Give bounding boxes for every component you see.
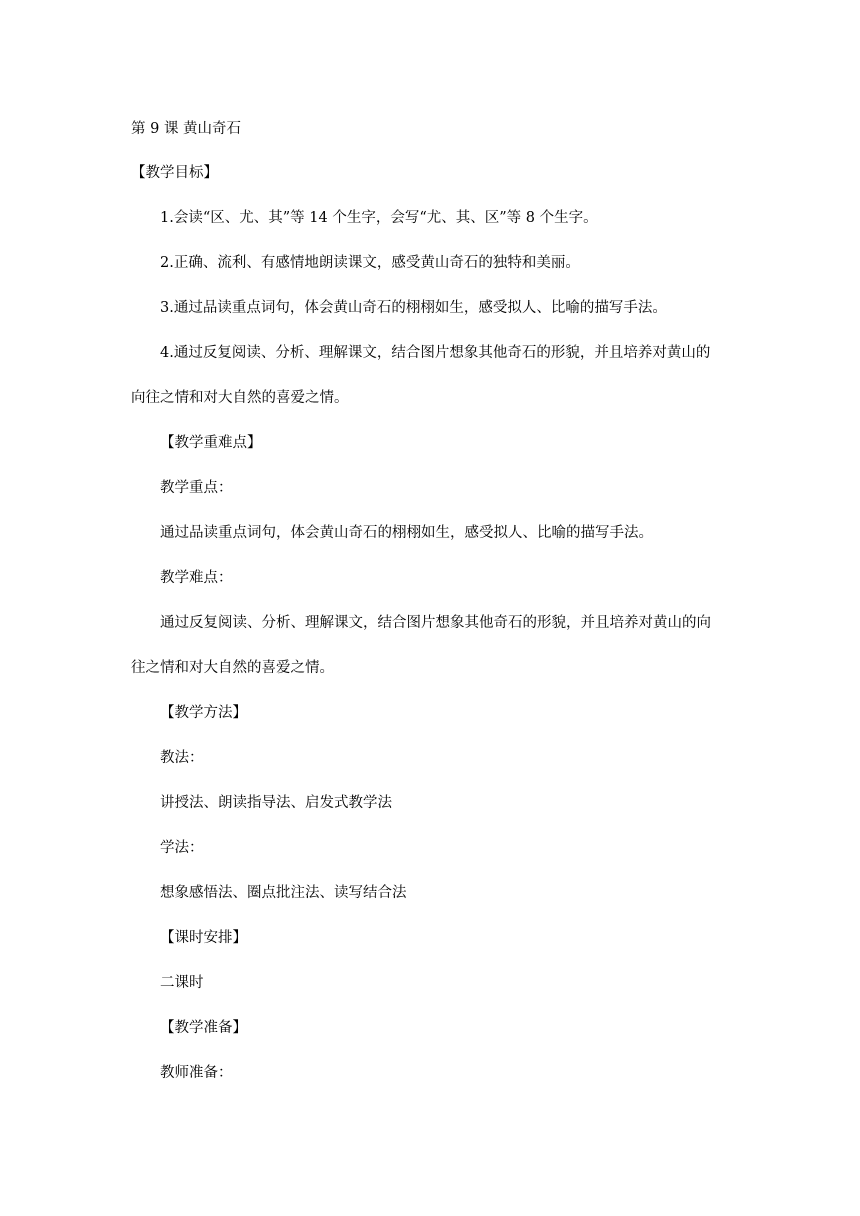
objective-item: 2.正确、流利、有感情地朗读课文，感受黄山奇石的独特和美丽。 — [160, 255, 580, 271]
schedule-heading: 【课时安排】 — [160, 930, 247, 946]
teach-text: 讲授法、朗读指导法、启发式教学法 — [160, 795, 392, 811]
methods-heading: 【教学方法】 — [160, 705, 247, 721]
difficult-label: 教学难点： — [160, 570, 233, 586]
learn-text: 想象感悟法、圈点批注法、读写结合法 — [160, 885, 407, 901]
schedule-text: 二课时 — [160, 975, 204, 991]
lesson-title: 第 9 课 黄山奇石 — [131, 121, 242, 137]
key-points-heading: 【教学重难点】 — [160, 435, 262, 451]
objectives-heading: 【教学目标】 — [131, 165, 218, 181]
teach-label: 教法： — [160, 750, 204, 766]
prep-heading: 【教学准备】 — [160, 1020, 247, 1036]
difficult-text-continuation: 往之情和对大自然的喜爱之情。 — [131, 660, 334, 676]
objective-item: 3.通过品读重点词句，体会黄山奇石的栩栩如生，感受拟人、比喻的描写手法。 — [160, 300, 667, 316]
difficult-text: 通过反复阅读、分析、理解课文，结合图片想象其他奇石的形貌，并且培养对黄山的向 — [160, 615, 711, 631]
objective-item: 4.通过反复阅读、分析、理解课文，结合图片想象其他奇石的形貌，并且培养对黄山的 — [160, 345, 711, 361]
prep-teacher-label: 教师准备： — [160, 1065, 233, 1081]
objective-item: 1.会读“区、尤、其”等 14 个生字，会写“尤、其、区”等 8 个生字。 — [160, 210, 598, 226]
key-label: 教学重点： — [160, 480, 233, 496]
key-text: 通过品读重点词句，体会黄山奇石的栩栩如生，感受拟人、比喻的描写手法。 — [160, 525, 653, 541]
objective-item-continuation: 向往之情和对大自然的喜爱之情。 — [131, 390, 349, 406]
learn-label: 学法： — [160, 840, 204, 856]
